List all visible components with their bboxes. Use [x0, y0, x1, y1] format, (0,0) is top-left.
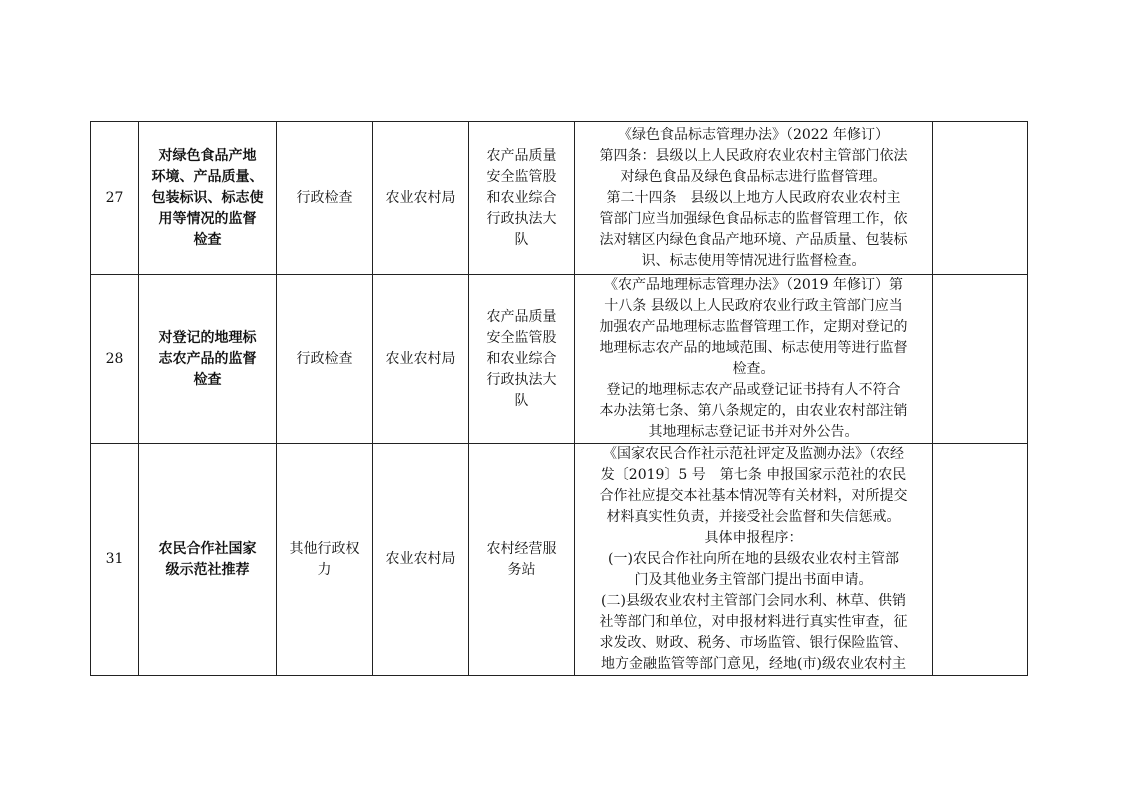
legal-basis-line: 《农产品地理标志管理办法》（2019 年修订）第	[603, 277, 904, 293]
responsible-unit-line: 农村经营服	[486, 540, 557, 557]
legal-basis-line: 登记的地理标志农产品或登记证书持有人不符合	[606, 382, 901, 398]
power-category	[277, 444, 373, 676]
legal-basis-line: 具体申报程序：	[704, 530, 803, 546]
legal-basis-line: 社等部门和单位，对申报材料进行真实性审查，征	[599, 614, 908, 630]
legal-basis-line: 本办法第七条、第八条规定的，由农业农村部注销	[599, 403, 908, 419]
row-number: 31	[91, 444, 139, 676]
responsible-unit-line: 和农业综合	[486, 350, 557, 367]
responsible-unit-line: 队	[514, 231, 529, 248]
item-name-line: 级示范社推荐	[165, 561, 250, 578]
legal-basis-line: 十八条 县级以上人民政府农业行政主管部门应当	[604, 298, 903, 314]
responsible-unit-line: 和农业综合	[486, 189, 557, 206]
power-list-table	[90, 121, 1028, 676]
table-row	[91, 275, 1028, 444]
legal-basis-line: 法对辖区内绿色食品产地环境、产品质量、包装标	[599, 231, 908, 248]
responsible-unit-line: 农产品质量	[486, 147, 557, 164]
item-name-line: 志农产品的监督	[158, 350, 257, 367]
remark	[933, 444, 1028, 676]
table-body	[91, 122, 1028, 676]
power-category-line: 力	[317, 561, 332, 578]
responsible-unit-line: 农产品质量	[486, 308, 557, 325]
legal-basis	[575, 444, 933, 676]
legal-basis-line: 第二十四条 县级以上地方人民政府农业农村主	[606, 189, 901, 206]
responsible-unit	[469, 275, 575, 444]
item-name	[139, 444, 277, 676]
legal-basis-line: 加强农产品地理标志监督管理工作，定期对登记的	[599, 319, 908, 335]
responsible-unit	[469, 122, 575, 275]
department: 农业农村局	[373, 122, 469, 275]
legal-basis-line: 合作社应提交本社基本情况等有关材料，对所提交	[599, 488, 908, 504]
item-name	[139, 122, 277, 275]
remark	[933, 275, 1028, 444]
legal-basis-line: 门及其他业务主管部门提出书面申请。	[634, 572, 873, 588]
responsible-unit-line: 行政执法大	[486, 371, 557, 388]
power-category-line: 其他行政权	[289, 540, 360, 557]
legal-basis	[575, 275, 933, 444]
legal-basis-line: 检查。	[732, 361, 775, 377]
legal-basis-line: 《国家农民合作社示范社评定及监测办法》（农经	[603, 446, 904, 462]
responsible-unit-line: 行政执法大	[486, 210, 557, 227]
remark	[933, 122, 1028, 275]
row-number: 27	[91, 122, 139, 275]
legal-basis-line: 管部门应当加强绿色食品标志的监督管理工作，依	[599, 210, 908, 227]
responsible-unit-line: 安全监管股	[486, 168, 557, 185]
department: 农业农村局	[373, 444, 469, 676]
responsible-unit-line: 务站	[507, 561, 536, 578]
table-row	[91, 122, 1028, 275]
legal-basis-line: 发〔2019〕5 号 第七条 申报国家示范社的农民	[600, 467, 907, 483]
table-row	[91, 444, 1028, 676]
responsible-unit-line: 队	[514, 392, 529, 409]
item-name-line: 包装标识、标志使	[151, 189, 264, 206]
department: 农业农村局	[373, 275, 469, 444]
legal-basis-line: 《绿色食品标志管理办法》（2022 年修订）	[617, 126, 890, 143]
legal-basis	[575, 122, 933, 275]
legal-basis-line: 地方金融监管等部门意见，经地(市)级农业农村主	[601, 656, 906, 672]
legal-basis-line: 对绿色食品及绿色食品标志进行监督管理。	[620, 168, 887, 185]
item-name-line: 农民合作社国家	[158, 540, 257, 557]
legal-basis-line: 求发改、财政、税务、市场监管、银行保险监管、	[599, 635, 908, 651]
item-name-line: 检查	[193, 231, 222, 248]
row-number: 28	[91, 275, 139, 444]
legal-basis-line: 地理标志农产品的地域范围、标志使用等进行监督	[599, 340, 908, 356]
power-category: 行政检查	[277, 275, 373, 444]
legal-basis-line: (二)县级农业农村主管部门会同水利、林草、供销	[601, 593, 906, 609]
legal-basis-line: 识、标志使用等情况进行监督检查。	[641, 252, 866, 269]
item-name-line: 用等情况的监督	[158, 210, 257, 227]
legal-basis-line: 材料真实性负责，并接受社会监督和失信惩戒。	[606, 509, 901, 525]
item-name-line: 对绿色食品产地	[158, 147, 257, 164]
legal-basis-line: 第四条：县级以上人民政府农业农村主管部门依法	[599, 147, 908, 164]
legal-basis-line: 其地理标志登记证书并对外公告。	[648, 424, 859, 440]
responsible-unit	[469, 444, 575, 676]
item-name-line: 环境、产品质量、	[151, 168, 264, 185]
power-category: 行政检查	[277, 122, 373, 275]
item-name	[139, 275, 277, 444]
legal-basis-line: (一)农民合作社向所在地的县级农业农村主管部	[608, 551, 899, 567]
responsible-unit-line: 安全监管股	[486, 329, 557, 346]
item-name-line: 检查	[193, 371, 222, 388]
item-name-line: 对登记的地理标	[158, 329, 257, 346]
